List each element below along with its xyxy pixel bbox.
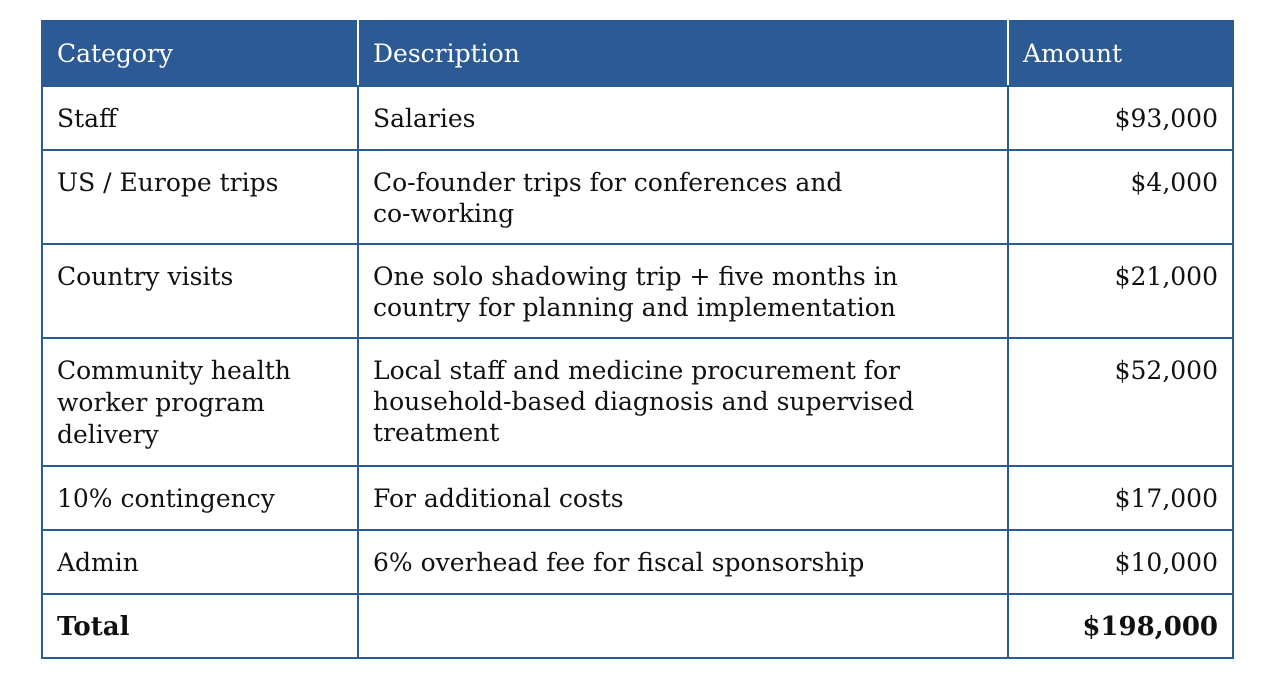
table-row [42,86,1233,150]
row-category: 10% contingency [42,466,358,530]
total-description [358,594,1008,658]
row-description: Co-founder trips for conferences and co-working [358,150,1008,244]
table-row [42,466,1233,530]
header-amount: Amount [1008,21,1233,86]
row-description: Salaries [358,86,1008,150]
row-category: Community health worker program delivery [42,338,358,466]
table-row [42,338,1233,466]
row-amount: $93,000 [1008,86,1233,150]
table-row [42,150,1233,244]
table-row [42,244,1233,338]
row-amount: $52,000 [1008,338,1233,466]
row-amount: $17,000 [1008,466,1233,530]
row-description: One solo shadowing trip + five months in country for planning and implementation [358,244,1008,338]
total-amount: $198,000 [1008,594,1233,658]
header-category: Category [42,21,358,86]
budget-table [41,20,1234,659]
table-body [42,86,1233,658]
row-category: Country visits [42,244,358,338]
total-label: Total [42,594,358,658]
row-category: Staff [42,86,358,150]
row-category: Admin [42,530,358,594]
total-row [42,594,1233,658]
row-description: 6% overhead fee for fiscal sponsorship [358,530,1008,594]
row-amount: $10,000 [1008,530,1233,594]
row-description: Local staff and medicine procurement for household-based diagnosis and supervised treatment [358,338,1008,466]
row-amount: $4,000 [1008,150,1233,244]
table-header [42,21,1233,86]
row-amount: $21,000 [1008,244,1233,338]
header-description: Description [358,21,1008,86]
header-row [42,21,1233,86]
row-description: For additional costs [358,466,1008,530]
table-row [42,530,1233,594]
row-category: US / Europe trips [42,150,358,244]
